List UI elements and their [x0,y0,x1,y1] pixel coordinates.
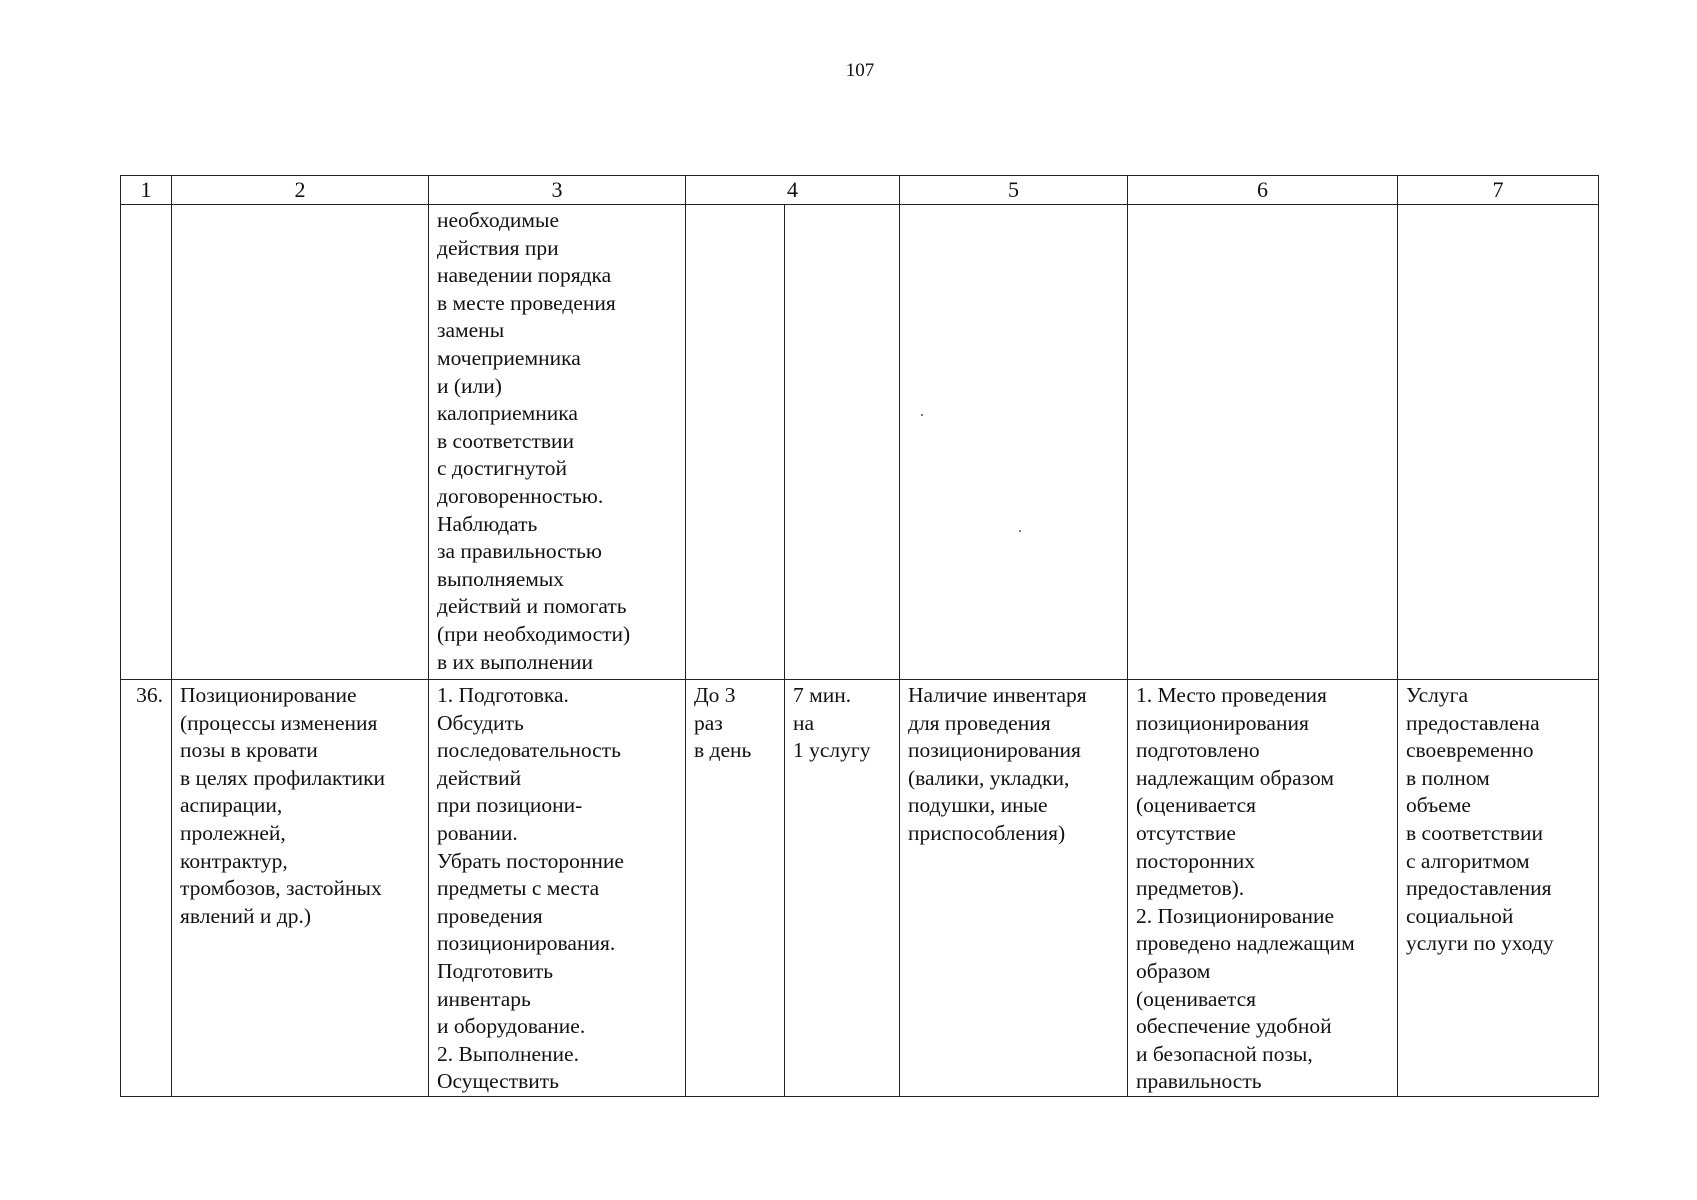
text-line: действий и помогать [437,594,627,619]
header-col-2: 2 [172,176,429,205]
text-line: 7 мин. [793,683,852,707]
text-line: Подготовить [437,958,554,983]
text-line: Убрать посторонние [437,848,624,873]
text-line: при позициони- [437,793,583,818]
text-line: проведения [437,903,543,928]
text-line: замены [437,318,505,343]
text-line: договоренностью. [437,483,604,508]
text-line: позиционирования. [437,931,616,956]
text-line: с алгоритмом [1406,848,1530,873]
text-line: выполняемых [437,566,565,591]
text-line: наведении порядка [437,263,612,288]
item-name [172,680,429,1097]
text-line: Наличие инвентаря [908,683,1087,707]
page-number: 107 [845,60,875,81]
item-number: 36. [121,680,172,1097]
services-table [120,175,1599,1097]
text-line: в соответствии [1406,820,1544,845]
text-line: предоставлена [1406,710,1540,735]
scan-speck [1019,530,1021,532]
cont-cell-4a [686,205,785,680]
text-line: контрактур, [180,848,288,873]
text-line: позы в кровати [180,738,318,763]
text-line: Наблюдать [437,511,538,536]
text-line: Осуществить [437,1069,559,1094]
cont-cell-2 [172,205,429,680]
text-line: позиционирования [1136,710,1309,735]
text-line: До 3 [694,683,736,707]
text-line: в полном [1406,765,1490,790]
text-line: последовательность [437,738,621,763]
item-frequency [686,680,785,1097]
cont-cell-3 [429,205,686,680]
text-line: подушки, иные [908,793,1048,818]
text-line: (оценивается [1136,793,1257,818]
text-line: инвентарь [437,986,531,1011]
text-line: 1. Место проведения [1136,683,1327,707]
text-line: (процессы изменения [180,710,378,735]
header-col-4: 4 [686,176,900,205]
text-line: 2. Позиционирование [1136,903,1335,928]
cont-cell-5 [900,205,1128,680]
cont-cell-6 [1128,205,1398,680]
text-line: предметы с места [437,876,600,901]
text-line: проведено надлежащим [1136,931,1355,956]
text-line: услуги по уходу [1406,931,1554,956]
header-col-6: 6 [1128,176,1398,205]
header-col-5: 5 [900,176,1128,205]
text-line: раз [694,710,723,735]
text-line: для проведения [908,710,1051,735]
item-result [1398,680,1599,1097]
text-line: 1 услугу [793,738,871,763]
header-col-1: 1 [121,176,172,205]
text-line: Обсудить [437,710,524,735]
text-line: приспособления) [908,820,1066,845]
text-line: позиционирования [908,738,1081,763]
text-line: правильность [1136,1069,1262,1094]
text-line: и безопасной позы, [1136,1041,1313,1066]
cont-cell-7 [1398,205,1599,680]
text-line: с достигнутой [437,456,568,481]
text-line: предметов). [1136,876,1245,901]
text-line: в день [694,738,752,763]
text-line: предоставления [1406,876,1552,901]
continuation-row [121,205,1599,680]
text-line: действия при [437,235,559,260]
text-line: и оборудование. [437,1014,586,1039]
text-line: за правильностью [437,539,602,564]
item-duration [785,680,900,1097]
text-line: в месте проведения [437,290,616,315]
header-col-7: 7 [1398,176,1599,205]
cont-cell-1 [121,205,172,680]
item-description [429,680,686,1097]
text-line: в целях профилактики [180,765,386,790]
header-col-3: 3 [429,176,686,205]
text-line: действий [437,765,522,790]
text-line: (оценивается [1136,986,1257,1011]
cont-cell-4b [785,205,900,680]
table-header-row [121,176,1599,205]
text-line: на [793,710,815,735]
text-line: аспирации, [180,793,283,818]
text-line: Позиционирование [180,683,357,707]
text-line: (валики, укладки, [908,765,1070,790]
table-row-36 [121,680,1599,1097]
text-line: своевременно [1406,738,1534,763]
text-line: образом [1136,958,1211,983]
text-line: в соответствии [437,428,575,453]
text-line: подготовлено [1136,738,1260,763]
text-line: необходимые [437,208,560,232]
text-line: надлежащим образом [1136,765,1334,790]
text-line: объеме [1406,793,1471,818]
text-line: мочеприемника [437,345,581,370]
text-line: в их выполнении [437,649,594,674]
item-conditions [900,680,1128,1097]
text-line: Услуга [1406,683,1469,707]
text-line: пролежней, [180,820,286,845]
text-line: посторонних [1136,848,1255,873]
text-line: обеспечение удобной [1136,1014,1332,1039]
text-line: явлений и др.) [180,903,312,928]
text-line: 2. Выполнение. [437,1041,579,1066]
text-line: тромбозов, застойных [180,876,382,901]
text-line: калоприемника [437,401,578,426]
scan-speck [921,414,923,416]
item-quality [1128,680,1398,1097]
text-line: и (или) [437,373,502,398]
text-line: социальной [1406,903,1514,928]
text-line: ровании. [437,820,518,845]
text-line: (при необходимости) [437,621,631,646]
text-line: отсутствие [1136,820,1236,845]
text-line: 1. Подготовка. [437,683,569,707]
